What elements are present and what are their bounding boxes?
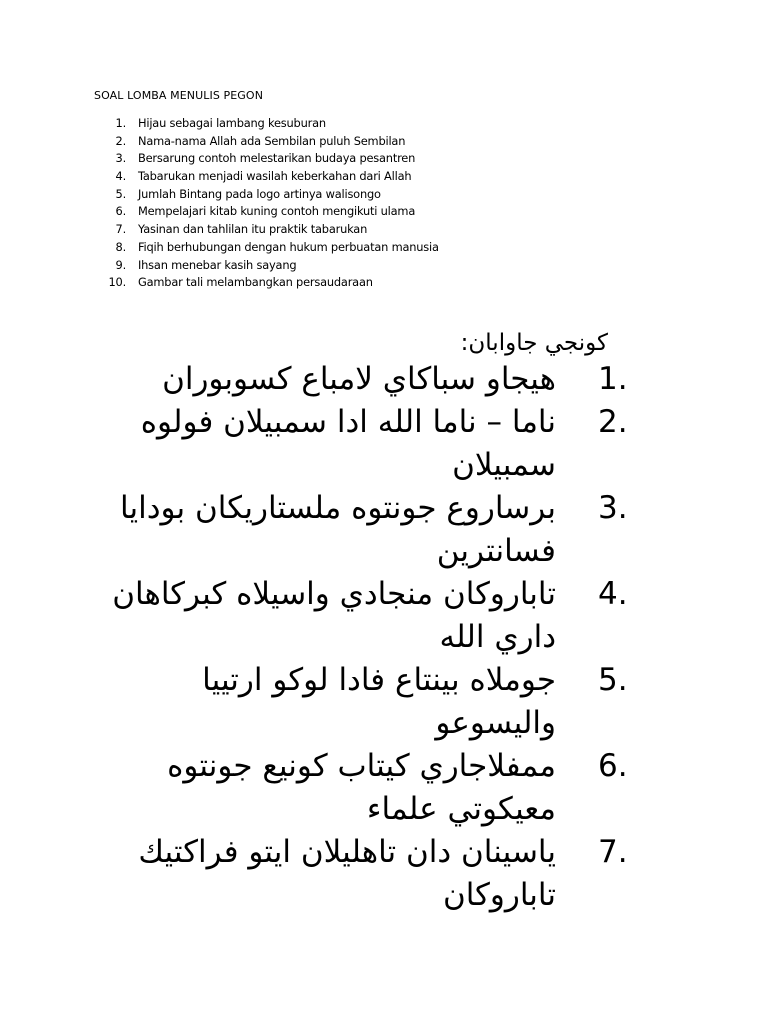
question-item [100,274,439,292]
question-text: Mempelajari kitab kuning contoh mengikuti ulama [138,204,416,219]
answer-item [96,831,646,917]
question-text: Gambar tali melambangkan persaudaraan [138,275,373,290]
question-number: 2. [115,133,126,148]
question-text: Bersarung contoh melestarikan budaya pesantren [138,151,416,166]
answer-number: 4. [598,576,628,612]
question-item [100,133,439,151]
answer-item [96,745,646,831]
answer-item [96,573,646,659]
answer-list [96,358,646,917]
answer-number: 6. [598,748,628,784]
question-number: 5. [115,186,126,201]
question-item [100,115,439,133]
question-text: Tabarukan menjadi wasilah keberkahan dari Allah [138,169,412,184]
question-number: 10. [108,275,126,290]
answer-item [96,659,646,745]
answer-text: تاباروكان منجادي واسيلاه كبركاهان داري الله [112,576,556,655]
question-number: 1. [115,116,126,130]
question-item [100,186,439,204]
answer-text: هيجاو سباكاي لامباع كسوبوران [162,361,556,397]
question-text: Nama-nama Allah ada Sembilan puluh Sembilan [138,133,406,148]
question-number: 6. [115,204,126,219]
question-text: Fiqih berhubungan dengan hukum perbuatan manusia [138,239,439,254]
question-list [100,115,439,292]
question-text: Ihsan menebar kasih sayang [138,257,297,272]
answer-number: 1. [598,361,628,397]
question-item [100,257,439,275]
answer-number: 7. [598,834,628,870]
question-number: 9. [115,257,126,272]
question-item [100,168,439,186]
answer-number: 3. [598,490,628,526]
question-text: Jumlah Bintang pada logo artinya walisongo [138,186,381,201]
answer-text: ياسينان دان تاهليلان ايتو فراكتيك تاباروكان [138,834,556,913]
question-item [100,239,439,257]
answer-text: ناما – ناما الله ادا سمبيلان فولوه سمبيلان [140,404,556,483]
question-number: 8. [115,239,126,254]
answer-key-title: كونجي جاوابان: [460,330,608,356]
answer-text: ممفلاجاري كيتاب كونيع جونتوه معيكوتي علماء [167,748,556,827]
question-text: Hijau sebagai lambang kesuburan [138,116,326,130]
document-title: SOAL LOMBA MENULIS PEGON [94,89,264,102]
answer-item [96,358,646,401]
answer-number: 2. [598,404,628,440]
question-item [100,221,439,239]
answer-text: برساروع جونتوه ملستاريكان بودايا فسانترين [120,490,556,569]
question-number: 7. [115,222,126,237]
question-item [100,203,439,221]
answer-item [96,487,646,573]
question-number: 3. [115,151,126,166]
answer-item [96,401,646,487]
question-item [100,150,439,168]
answer-number: 5. [598,662,628,698]
question-number: 4. [115,169,126,184]
answer-text: جوملاه بينتاع فادا لوكو ارتييا واليسوعو [202,662,556,741]
question-text: Yasinan dan tahlilan itu praktik tabarukan [138,222,368,237]
